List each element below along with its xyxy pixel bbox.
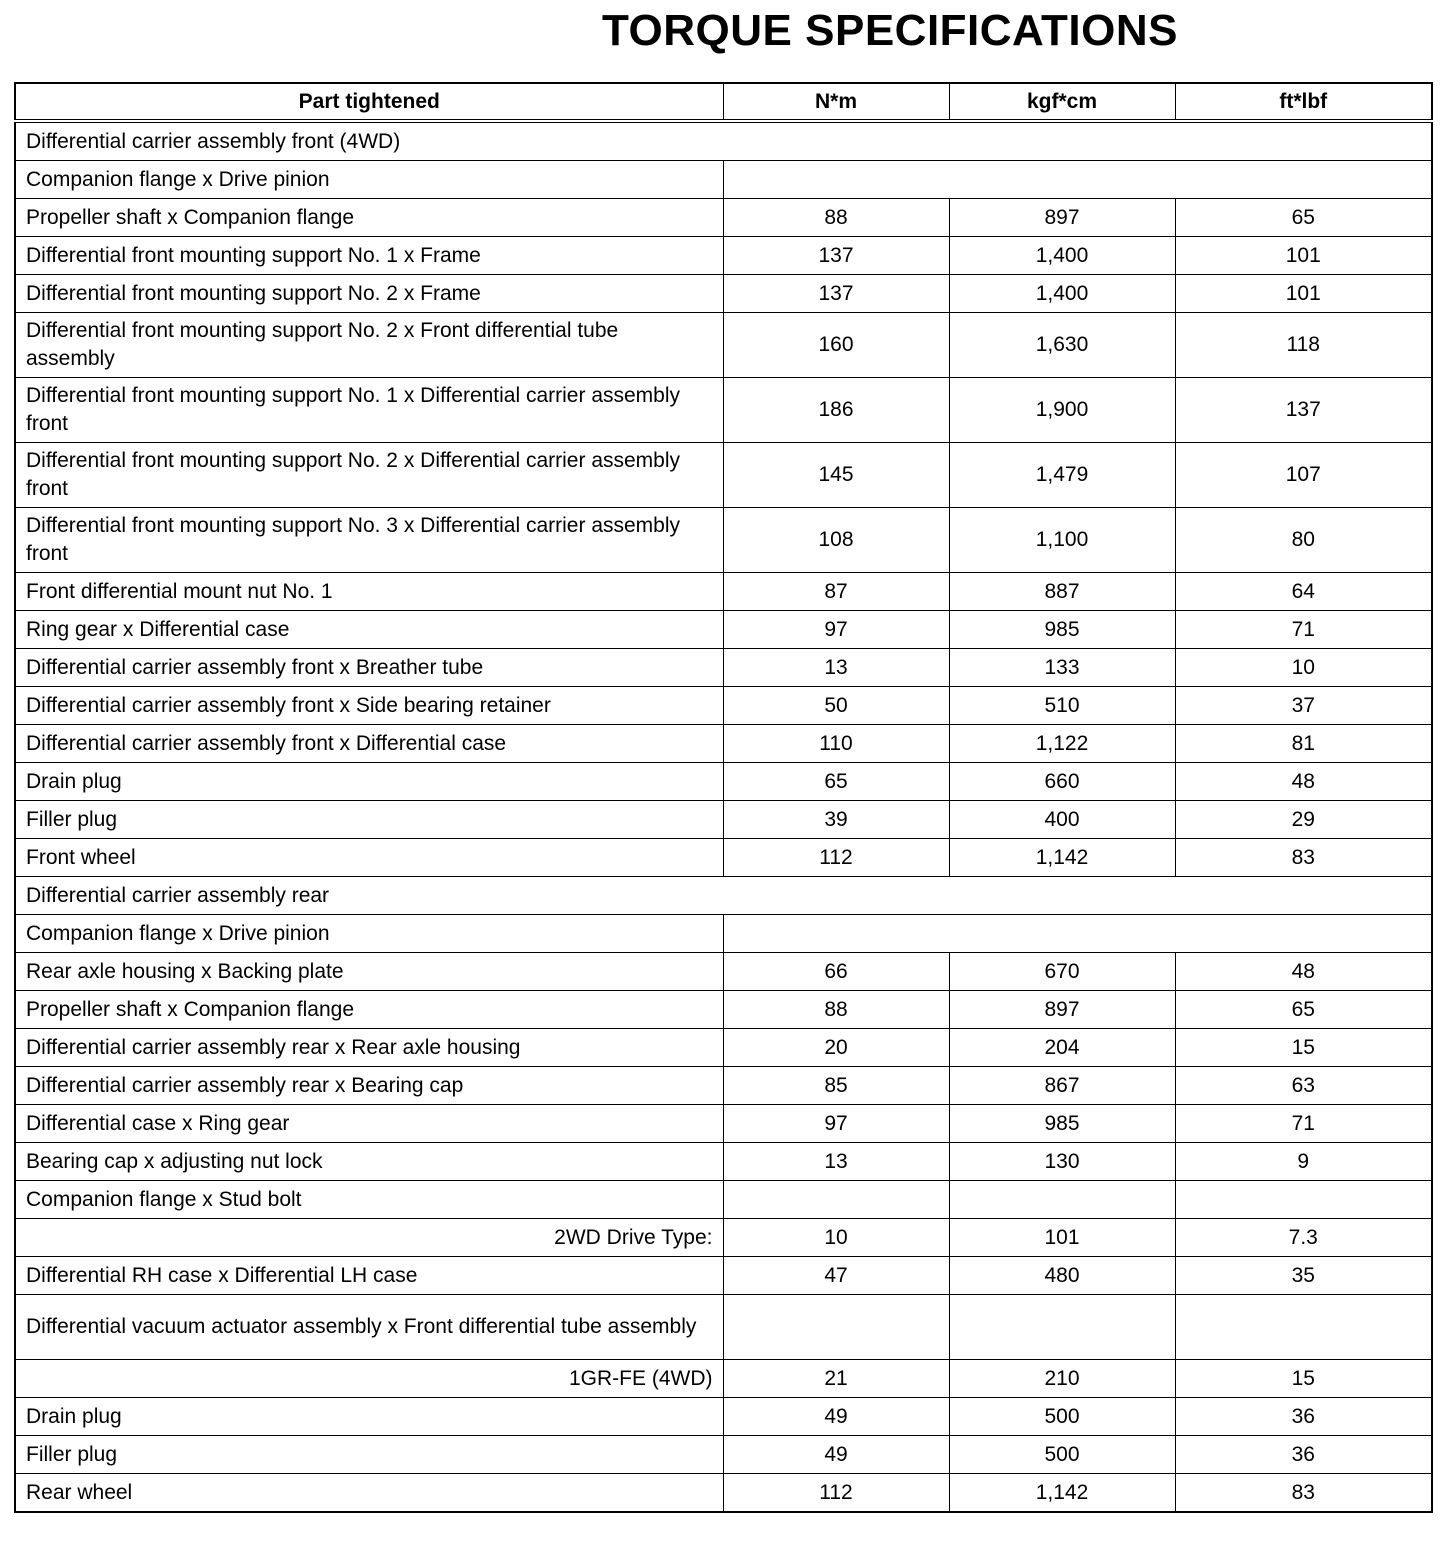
- nm-value-cell: 66: [723, 953, 949, 991]
- nm-value-cell: 87: [723, 573, 949, 611]
- ftlbf-value-cell: [1175, 1181, 1432, 1219]
- table-row: [15, 508, 1432, 573]
- ftlbf-value-cell: 65: [1175, 199, 1432, 237]
- ftlbf-value-cell: 118: [1175, 313, 1432, 378]
- ftlbf-value-cell: 83: [1175, 1474, 1432, 1513]
- nm-value-cell: 160: [723, 313, 949, 378]
- kgfcm-value-cell: 130: [949, 1143, 1175, 1181]
- table-row: [15, 1181, 1432, 1219]
- ftlbf-value-cell: 37: [1175, 687, 1432, 725]
- table-row: [15, 1360, 1432, 1398]
- table-row: [15, 991, 1432, 1029]
- kgfcm-value-cell: 500: [949, 1436, 1175, 1474]
- kgfcm-value-cell: 867: [949, 1067, 1175, 1105]
- header-nm: N*m: [723, 83, 949, 121]
- table-row: [15, 1474, 1432, 1513]
- kgfcm-value-cell: 204: [949, 1029, 1175, 1067]
- kgfcm-value-cell: 1,100: [949, 508, 1175, 573]
- table-body: [15, 121, 1432, 1512]
- part-name-cell: Differential case x Ring gear: [15, 1105, 723, 1143]
- kgfcm-value-cell: 210: [949, 1360, 1175, 1398]
- ftlbf-value-cell: 10: [1175, 649, 1432, 687]
- table-row: [15, 1143, 1432, 1181]
- ftlbf-value-cell: 9: [1175, 1143, 1432, 1181]
- nm-value-cell: 50: [723, 687, 949, 725]
- part-name-cell: Differential front mounting support No. 1 x Differential carrier assembly front: [15, 378, 723, 443]
- part-name-cell: Differential front mounting support No. 2 x Differential carrier assembly front: [15, 443, 723, 508]
- table-row: [15, 1105, 1432, 1143]
- torque-spec-table: [14, 82, 1433, 1513]
- header-ftlbf: ft*lbf: [1175, 83, 1432, 121]
- table-row: [15, 313, 1432, 378]
- table-row: [15, 1219, 1432, 1257]
- ftlbf-value-cell: 63: [1175, 1067, 1432, 1105]
- nm-value-cell: 108: [723, 508, 949, 573]
- part-name-cell: Rear axle housing x Backing plate: [15, 953, 723, 991]
- page-title: TORQUE SPECIFICATIONS: [601, 6, 1179, 55]
- part-name-cell: Drain plug: [15, 763, 723, 801]
- nm-value-cell: 88: [723, 991, 949, 1029]
- ftlbf-value-cell: [1175, 1295, 1432, 1360]
- part-name-cell: Differential front mounting support No. 2 x Frame: [15, 275, 723, 313]
- part-name-cell: Differential carrier assembly front x Breather tube: [15, 649, 723, 687]
- part-name-cell: Differential front mounting support No. 2 x Front differential tube assembly: [15, 313, 723, 378]
- ftlbf-value-cell: 107: [1175, 443, 1432, 508]
- table-row: [15, 237, 1432, 275]
- nm-value-cell: [723, 1295, 949, 1360]
- nm-value-cell: 20: [723, 1029, 949, 1067]
- kgfcm-value-cell: 480: [949, 1257, 1175, 1295]
- nm-value-cell: 39: [723, 801, 949, 839]
- table-row: [15, 1067, 1432, 1105]
- nm-value-cell: [723, 1181, 949, 1219]
- part-name-cell: Propeller shaft x Companion flange: [15, 199, 723, 237]
- table-row: [15, 121, 1432, 161]
- part-name-cell: Companion flange x Drive pinion: [15, 161, 723, 199]
- part-name-cell: Filler plug: [15, 801, 723, 839]
- table-row: [15, 953, 1432, 991]
- ftlbf-value-cell: 81: [1175, 725, 1432, 763]
- kgfcm-value-cell: 400: [949, 801, 1175, 839]
- part-name-cell: Companion flange x Stud bolt: [15, 1181, 723, 1219]
- table-row: [15, 378, 1432, 443]
- ftlbf-value-cell: 101: [1175, 275, 1432, 313]
- table-row: [15, 611, 1432, 649]
- ftlbf-value-cell: 71: [1175, 1105, 1432, 1143]
- table-row: [15, 1398, 1432, 1436]
- nm-value-cell: 112: [723, 1474, 949, 1513]
- kgfcm-value-cell: [949, 1295, 1175, 1360]
- nm-value-cell: 13: [723, 1143, 949, 1181]
- nm-value-cell: 10: [723, 1219, 949, 1257]
- nm-value-cell: 65: [723, 763, 949, 801]
- sub-condition-cell: 1GR-FE (4WD): [15, 1360, 723, 1398]
- table-row: [15, 801, 1432, 839]
- header-part-tightened: Part tightened: [15, 83, 723, 121]
- table-row: [15, 763, 1432, 801]
- ftlbf-value-cell: 137: [1175, 378, 1432, 443]
- part-name-cell: Differential RH case x Differential LH case: [15, 1257, 723, 1295]
- nm-value-cell: 49: [723, 1398, 949, 1436]
- nm-value-cell: 85: [723, 1067, 949, 1105]
- ftlbf-value-cell: 83: [1175, 839, 1432, 877]
- part-name-cell: Differential vacuum actuator assembly x Front differential tube assembly: [15, 1295, 723, 1360]
- nm-value-cell: 186: [723, 378, 949, 443]
- nm-value-cell: 137: [723, 237, 949, 275]
- nm-value-cell: 49: [723, 1436, 949, 1474]
- table-row: [15, 725, 1432, 763]
- table-row: [15, 275, 1432, 313]
- table-row: [15, 1436, 1432, 1474]
- ftlbf-value-cell: 80: [1175, 508, 1432, 573]
- ftlbf-value-cell: 36: [1175, 1436, 1432, 1474]
- kgfcm-value-cell: 985: [949, 611, 1175, 649]
- part-name-cell: Drain plug: [15, 1398, 723, 1436]
- sub-condition-cell: 2WD Drive Type:: [15, 1219, 723, 1257]
- part-name-cell: Differential carrier assembly front x Side bearing retainer: [15, 687, 723, 725]
- nm-value-cell: 97: [723, 1105, 949, 1143]
- section-title-cell: Differential carrier assembly front (4WD): [15, 121, 1432, 161]
- kgfcm-value-cell: 1,400: [949, 275, 1175, 313]
- nm-value-cell: 13: [723, 649, 949, 687]
- table-header-row: [15, 83, 1432, 121]
- table-row: [15, 649, 1432, 687]
- kgfcm-value-cell: 1,479: [949, 443, 1175, 508]
- kgfcm-value-cell: 1,900: [949, 378, 1175, 443]
- table-row: [15, 1295, 1432, 1360]
- table-row: [15, 877, 1432, 915]
- nm-value-cell: 137: [723, 275, 949, 313]
- part-name-cell: Rear wheel: [15, 1474, 723, 1513]
- kgfcm-value-cell: 1,122: [949, 725, 1175, 763]
- kgfcm-value-cell: 670: [949, 953, 1175, 991]
- empty-cell: [723, 915, 1432, 953]
- kgfcm-value-cell: 133: [949, 649, 1175, 687]
- ftlbf-value-cell: 48: [1175, 953, 1432, 991]
- part-name-cell: Filler plug: [15, 1436, 723, 1474]
- kgfcm-value-cell: 101: [949, 1219, 1175, 1257]
- nm-value-cell: 97: [723, 611, 949, 649]
- table-row: [15, 915, 1432, 953]
- ftlbf-value-cell: 65: [1175, 991, 1432, 1029]
- ftlbf-value-cell: 101: [1175, 237, 1432, 275]
- part-name-cell: Front differential mount nut No. 1: [15, 573, 723, 611]
- kgfcm-value-cell: 897: [949, 199, 1175, 237]
- kgfcm-value-cell: 500: [949, 1398, 1175, 1436]
- nm-value-cell: 112: [723, 839, 949, 877]
- part-name-cell: Ring gear x Differential case: [15, 611, 723, 649]
- part-name-cell: Propeller shaft x Companion flange: [15, 991, 723, 1029]
- part-name-cell: Differential front mounting support No. 1 x Frame: [15, 237, 723, 275]
- ftlbf-value-cell: 29: [1175, 801, 1432, 839]
- table-row: [15, 1257, 1432, 1295]
- ftlbf-value-cell: 7.3: [1175, 1219, 1432, 1257]
- nm-value-cell: 145: [723, 443, 949, 508]
- ftlbf-value-cell: 15: [1175, 1029, 1432, 1067]
- ftlbf-value-cell: 48: [1175, 763, 1432, 801]
- kgfcm-value-cell: 1,630: [949, 313, 1175, 378]
- nm-value-cell: 47: [723, 1257, 949, 1295]
- ftlbf-value-cell: 71: [1175, 611, 1432, 649]
- part-name-cell: Front wheel: [15, 839, 723, 877]
- nm-value-cell: 21: [723, 1360, 949, 1398]
- kgfcm-value-cell: 985: [949, 1105, 1175, 1143]
- ftlbf-value-cell: 15: [1175, 1360, 1432, 1398]
- part-name-cell: Differential carrier assembly rear x Bearing cap: [15, 1067, 723, 1105]
- ftlbf-value-cell: 35: [1175, 1257, 1432, 1295]
- part-name-cell: Differential carrier assembly front x Differential case: [15, 725, 723, 763]
- table-row: [15, 839, 1432, 877]
- nm-value-cell: 88: [723, 199, 949, 237]
- kgfcm-value-cell: 887: [949, 573, 1175, 611]
- kgfcm-value-cell: 1,142: [949, 1474, 1175, 1513]
- ftlbf-value-cell: 64: [1175, 573, 1432, 611]
- part-name-cell: Differential carrier assembly rear x Rear axle housing: [15, 1029, 723, 1067]
- table-row: [15, 443, 1432, 508]
- kgfcm-value-cell: 510: [949, 687, 1175, 725]
- header-kgfcm: kgf*cm: [949, 83, 1175, 121]
- part-name-cell: Companion flange x Drive pinion: [15, 915, 723, 953]
- section-title-cell: Differential carrier assembly rear: [15, 877, 1432, 915]
- table-row: [15, 687, 1432, 725]
- part-name-cell: Differential front mounting support No. 3 x Differential carrier assembly front: [15, 508, 723, 573]
- table-row: [15, 161, 1432, 199]
- part-name-cell: Bearing cap x adjusting nut lock: [15, 1143, 723, 1181]
- empty-cell: [723, 161, 1432, 199]
- ftlbf-value-cell: 36: [1175, 1398, 1432, 1436]
- kgfcm-value-cell: 1,142: [949, 839, 1175, 877]
- kgfcm-value-cell: [949, 1181, 1175, 1219]
- table-row: [15, 1029, 1432, 1067]
- table-row: [15, 199, 1432, 237]
- kgfcm-value-cell: 660: [949, 763, 1175, 801]
- table-row: [15, 573, 1432, 611]
- kgfcm-value-cell: 897: [949, 991, 1175, 1029]
- kgfcm-value-cell: 1,400: [949, 237, 1175, 275]
- nm-value-cell: 110: [723, 725, 949, 763]
